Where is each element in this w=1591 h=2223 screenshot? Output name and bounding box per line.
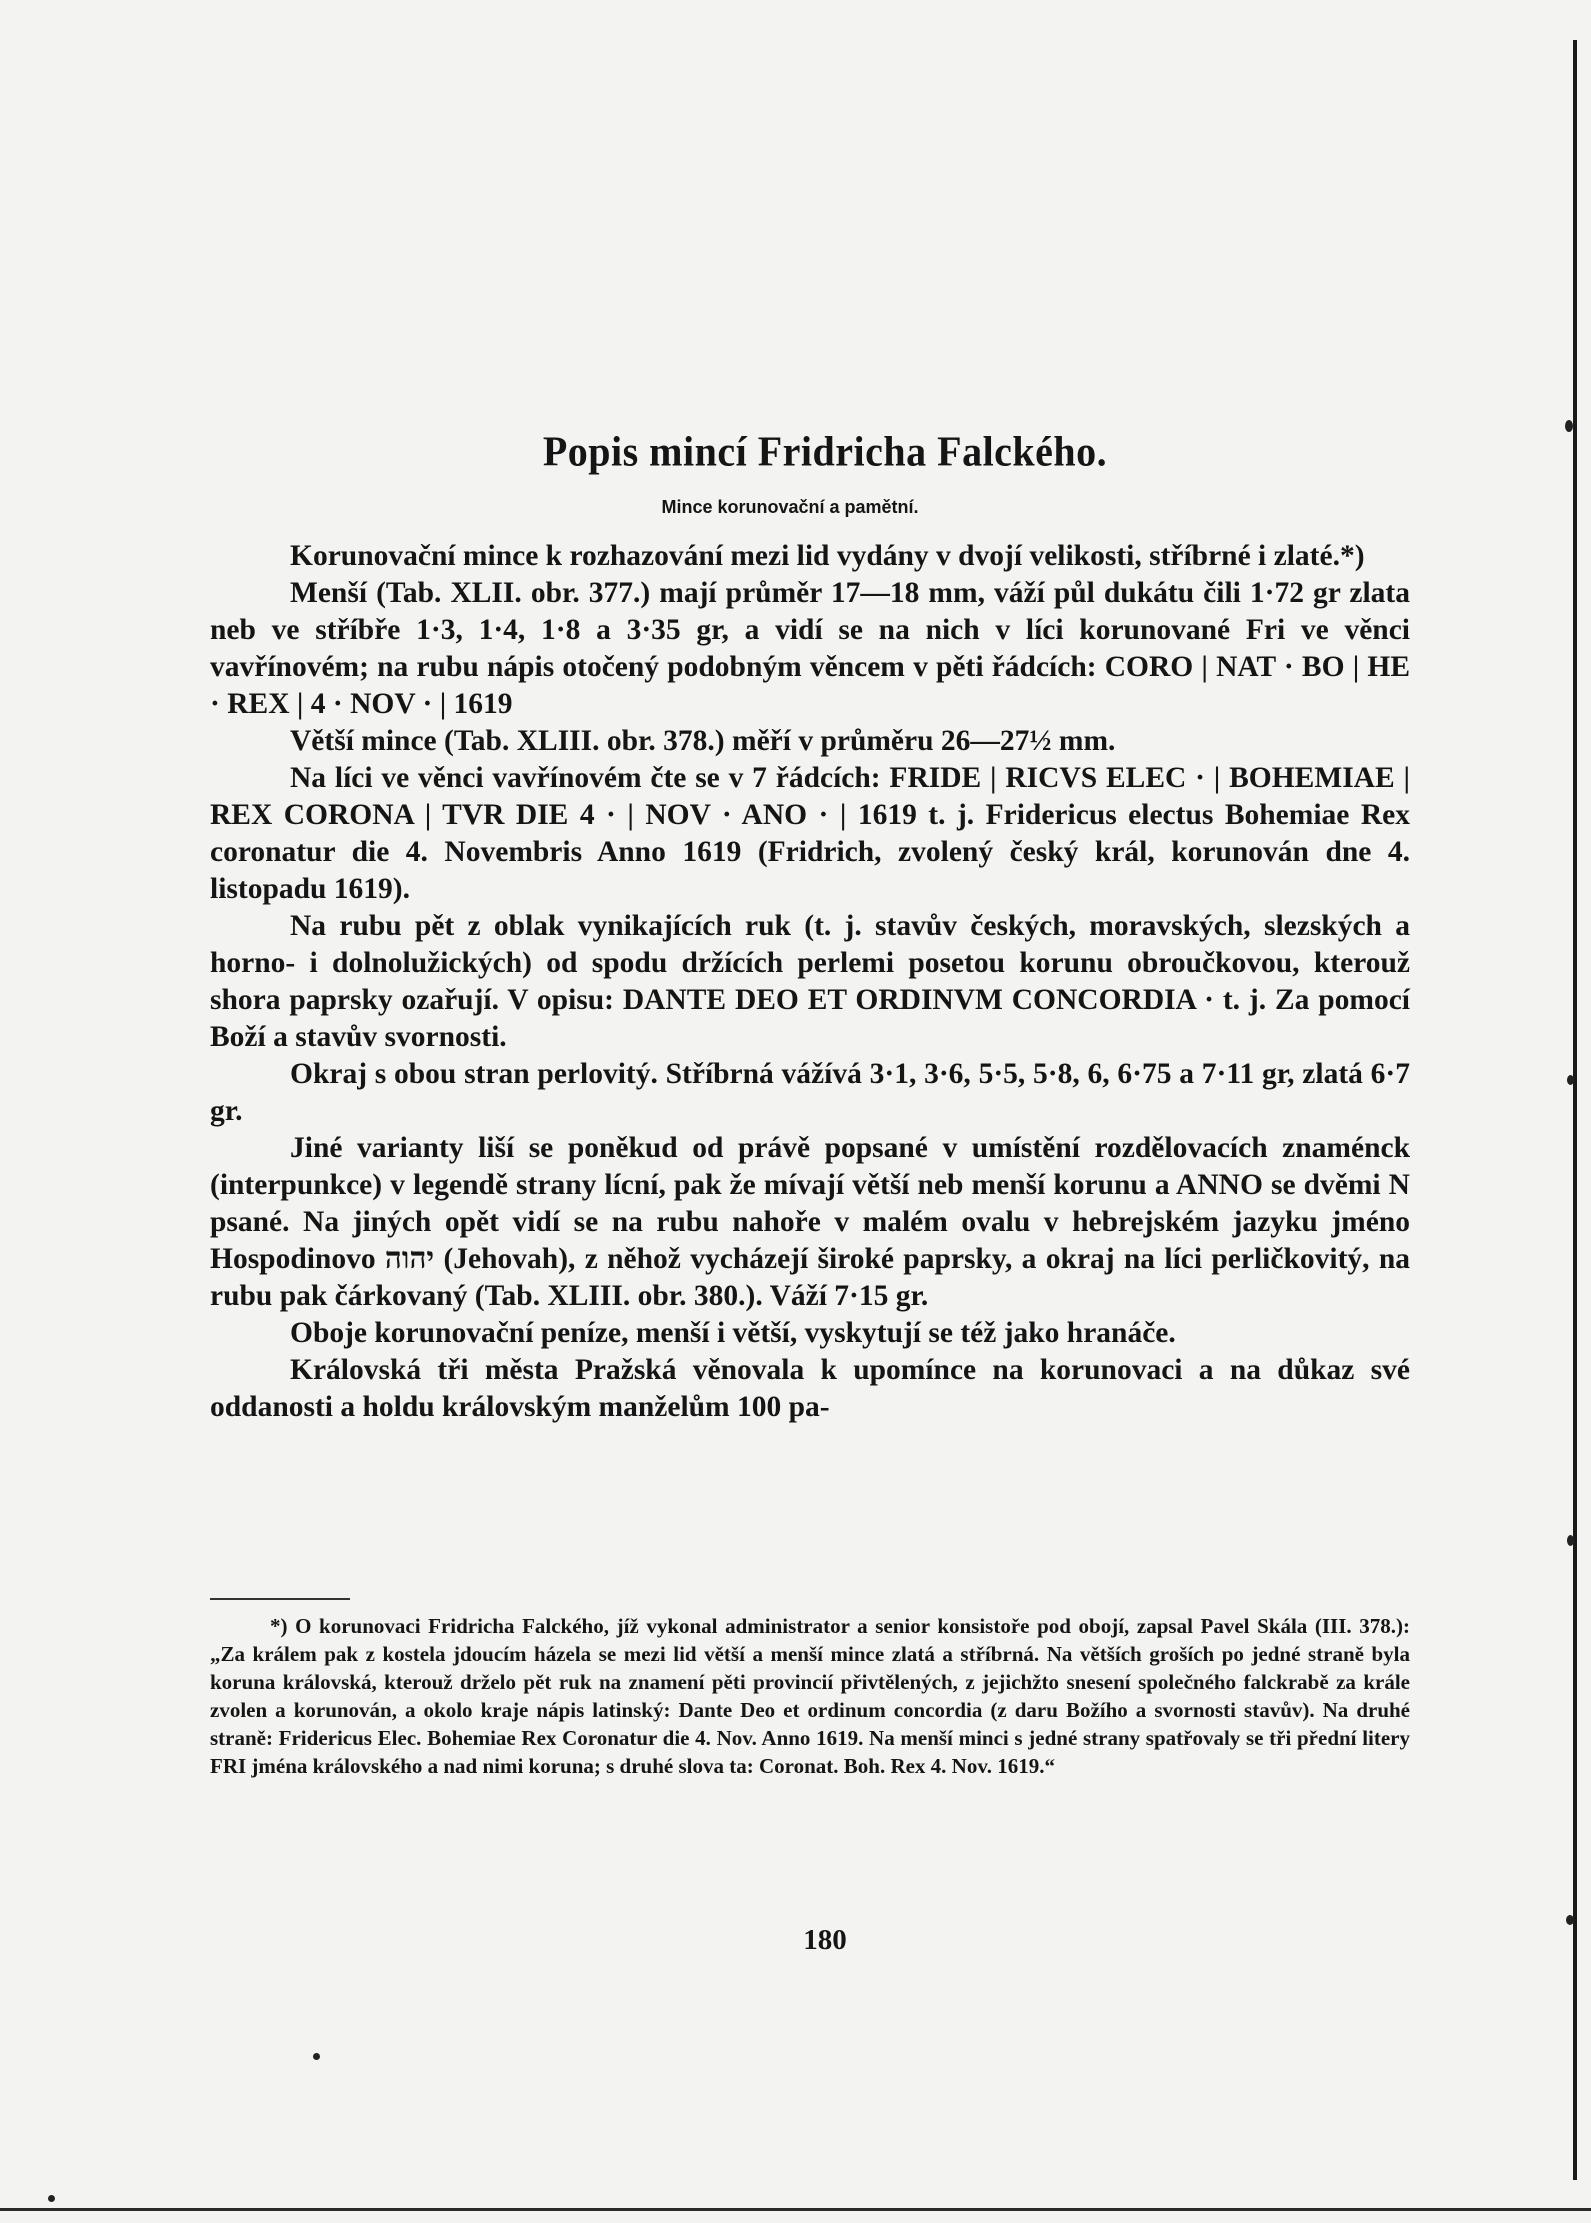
- paragraph: Větší mince (Tab. XLIII. obr. 378.) měří v průměru 26—27½ mm.: [290, 725, 1116, 757]
- scan-speck: [1567, 1535, 1574, 1546]
- page-title: Popis mincí Fridricha Falckého.: [542, 427, 1108, 476]
- page-number: 180: [803, 1924, 847, 1956]
- body-text: [210, 538, 1410, 1426]
- paragraph: Menší (Tab. XLII. obr. 377.) mají průměr 17—18 mm, váží půl dukátu čili 1·72 gr zlata neb ve stříbře 1·3, 1·4, 1·8 a 3·35 gr, a vidí se na nich v líci korunované Fri ve věnci vavřínovém; na rubu nápis otočený podobným věncem v pěti řádcích: CORO | NAT · BO | HE · REX | 4 · NOV · | 1619: [210, 577, 1410, 720]
- footnote-text: *) O korunovaci Fridricha Falckého, jíž vykonal administrator a senior konsistoře pod obojí, zapsal Pavel Skála (III. 378.): „Za králem pak z kostela jdoucím házela se mezi lid větší a menší mince zlatá a stříbrná. Na větších groších po jedné straně byla koruna královská, kterouž drželo pět ruk na znamení pěti provincií přivtělených, z jejichžto snesení společného falckrabě za krále zvolen a korunován, a okolo kraje nápis latinský: Dante Deo et ordinum concordia (z daru Božího a svornosti stavův). Na druhé straně: Fridericus Elec. Bohemiae Rex Coronatur die 4. Nov. Anno 1619. Na menší minci s jedné strany spatřovaly se tři přední litery FRI jména královského a nad nimi koruna; s druhé slova ta: Coronat. Boh. Rex 4. Nov. 1619.“: [210, 1614, 1410, 1778]
- paragraph: Okraj s obou stran perlovitý. Stříbrná vážívá 3·1, 3·6, 5·5, 5·8, 6, 6·75 a 7·11 gr, zlatá 6·7 gr.: [210, 1058, 1410, 1127]
- scan-speck: [1567, 1075, 1574, 1085]
- paragraph: Oboje korunovační peníze, menší i větší, vyskytují se též jako hranáče.: [290, 1317, 1176, 1349]
- footnote: [210, 1612, 1410, 1780]
- page-edge-bottom: [0, 2208, 1591, 2211]
- paragraph: Na rubu pět z oblak vynikajících ruk (t. j. stavův českých, moravských, slezských a horno- i dolnolužických) od spodu držících perlemi posetou korunu obroučkovou, kterouž shora paprsky ozařují. V opisu: DANTE DEO ET ORDINVM CONCORDIA · t. j. Za pomocí Boží a stavův svornosti.: [210, 910, 1410, 1053]
- paragraph: Korunovační mince k rozhazování mezi lid vydány v dvojí velikosti, stříbrné i zlaté.*): [290, 540, 1365, 572]
- scan-speck: [48, 2195, 55, 2202]
- paragraph: Královská tři města Pražská věnovala k upomínce na korunovaci a na důkaz své oddanosti a holdu královským manželům 100 pa-: [210, 1354, 1410, 1423]
- paragraph: Na líci ve věnci vavřínovém čte se v 7 řádcích: FRIDE | RICVS ELEC · | BOHEMIAE | REX CORONA | TVR DIE 4 · | NOV · ANO · | 1619 t. j. Fridericus electus Bohemiae Rex coronatur die 4. Novembris Anno 1619 (Fridrich, zvolený český král, korunován dne 4. listopadu 1619).: [210, 762, 1410, 905]
- scan-speck: [313, 2053, 320, 2060]
- footnote-divider: [210, 1598, 350, 1600]
- page-edge-right: [1573, 40, 1577, 2180]
- paragraph: Jiné varianty liší se poněkud od právě popsané v umístění rozdělovacích znaménck (interpunkce) v legendě strany lícní, pak že mívají větší neb menší korunu a ANNO se dvěmi N psané. Na jiných opět vidí se na rubu nahoře v malém ovalu v hebrejském jazyku jméno Hospodinovo יהוה (Jehovah), z něhož vycházejí široké paprsky, a okraj na líci perličkovitý, na rubu pak čárkovaný (Tab. XLIII. obr. 380.). Váží 7·15 gr.: [210, 1132, 1410, 1312]
- section-subtitle: Mince korunovační a pamětní.: [661, 497, 919, 517]
